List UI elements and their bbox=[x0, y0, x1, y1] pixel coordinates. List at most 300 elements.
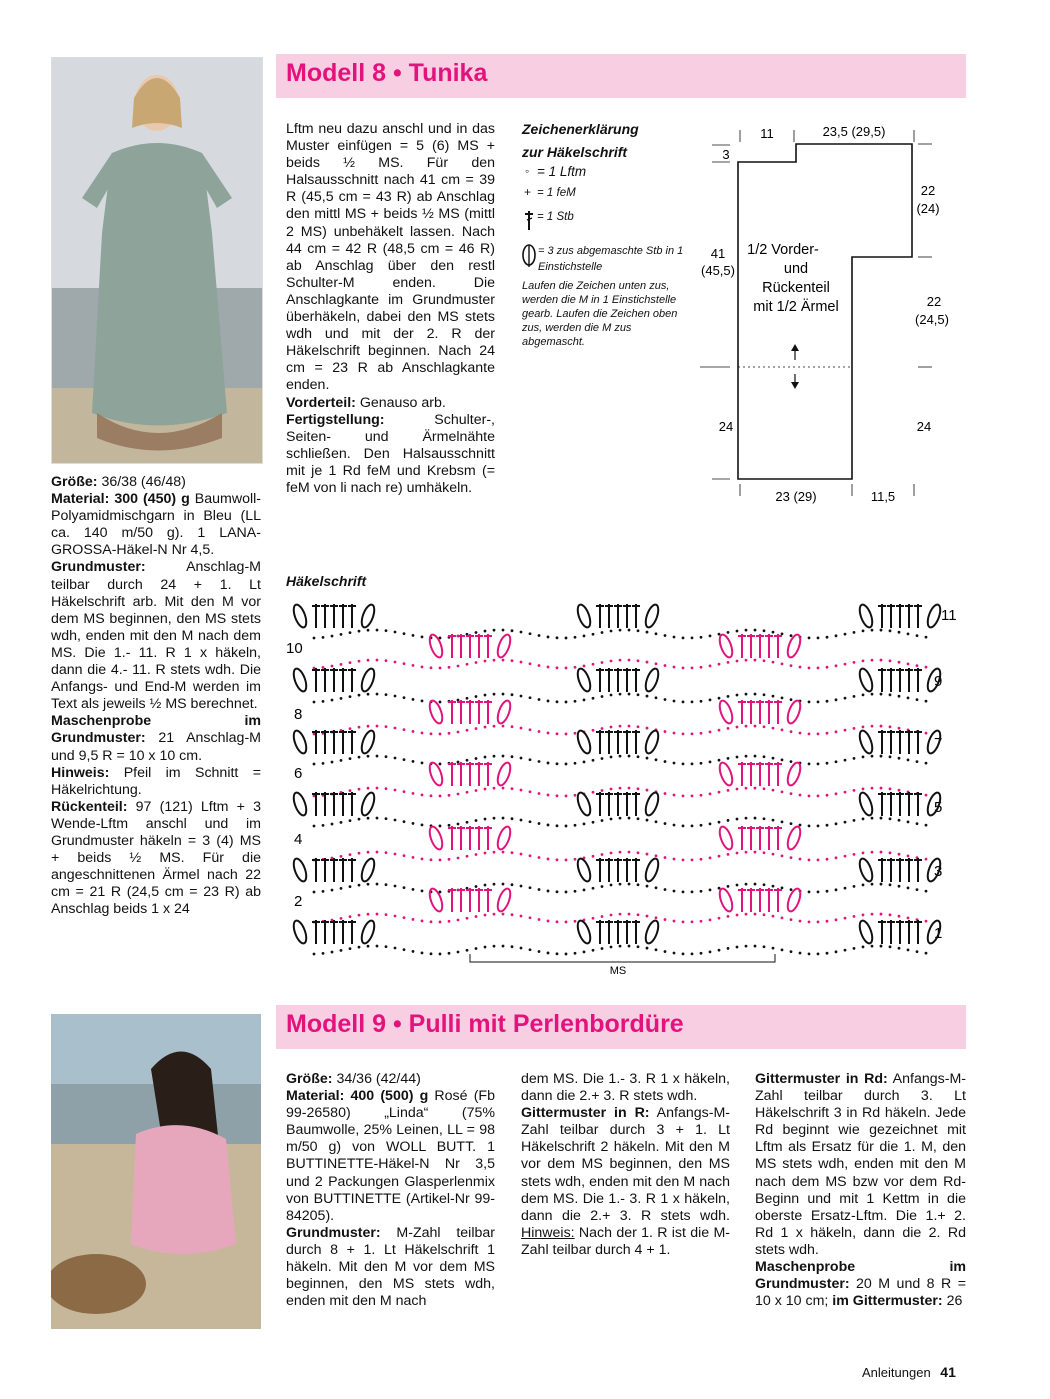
chain-mark bbox=[619, 883, 622, 886]
chain-mark bbox=[358, 818, 361, 821]
chain-mark bbox=[745, 913, 748, 916]
chain-mark bbox=[466, 697, 469, 700]
chain-mark bbox=[646, 757, 649, 760]
chain-mark bbox=[691, 701, 694, 704]
chain-mark bbox=[385, 913, 388, 916]
chain-mark bbox=[817, 733, 820, 736]
chain-mark bbox=[592, 821, 595, 824]
chain-mark bbox=[898, 727, 901, 730]
chain-mark bbox=[520, 819, 523, 822]
chain-mark bbox=[610, 660, 613, 663]
chain-mark bbox=[601, 853, 604, 856]
chain-mark bbox=[844, 791, 847, 794]
chain-mark bbox=[466, 791, 469, 794]
chain-mark bbox=[745, 883, 748, 886]
chain-mark bbox=[583, 951, 586, 954]
chain-mark bbox=[340, 855, 343, 858]
chain-mark bbox=[601, 819, 604, 822]
cluster-mark bbox=[643, 729, 661, 755]
chain-mark bbox=[412, 950, 415, 953]
chain-mark bbox=[367, 913, 370, 916]
chain-mark bbox=[340, 887, 343, 890]
text-paragraph: Lftm neu dazu anschl und in das Muster einfügen = 5 (6) MS + beids ½ MS. Für den Halsausschnitt nach 41 cm = 39 R (45,5 cm = 43 R) ab Anschlag den mittl MS + beids ½ MS (mittl 2 MS) unbehäkelt lassen. Nach 44 cm = 42 R (48,5 cm = 46 R) ab Anschlag über den restl Schulter-M enden. Die Anschlagkante im Grundmuster überhäkeln, dabei den MS stets wdh und mit der 2. R der Häkelschrift beginnen. Nach 24 cm = 23 R ab Anschlagkante enden. bbox=[286, 121, 495, 394]
chain-mark bbox=[358, 852, 361, 855]
chain-mark bbox=[835, 856, 838, 859]
chain-mark bbox=[700, 794, 703, 797]
chain-mark bbox=[691, 733, 694, 736]
chain-mark bbox=[925, 700, 928, 703]
text-paragraph: Gittermuster in R: Anfangs-M-Zahl teilbar durch 3 + 1. Lt Häkelschrift 2 häkeln. Mit den M vor dem MS beginnen, den MS stets wdh, enden mit den M nach dem MS. Die 1.- 3. R 1 x häkeln, dann die 2.+ 3. R stets wdh. Hinweis: Nach der 1. R ist die M-Zahl teilbar durch 4 + 1. bbox=[521, 1105, 730, 1258]
chain-mark bbox=[754, 817, 757, 820]
chain-mark bbox=[322, 890, 325, 893]
chain-mark bbox=[349, 757, 352, 760]
chain-mark bbox=[718, 729, 721, 732]
chain-mark bbox=[682, 732, 685, 735]
chain-mark bbox=[871, 913, 874, 916]
chain-mark bbox=[484, 946, 487, 949]
chain-mark bbox=[421, 858, 424, 861]
chain-mark bbox=[727, 947, 730, 950]
chain-mark bbox=[862, 726, 865, 729]
chain-mark bbox=[412, 664, 415, 667]
chain-mark bbox=[556, 732, 559, 735]
chain-mark bbox=[682, 666, 685, 669]
text-paragraph: Material: 400 (500) g Rosé (Fb 99-26580) „Linda“ (75% Baumwolle, 25% Leinen, LL = 98 m/50 g) von WOLL BUTT. 1 BUTTINETTE-Häkel-N Nr 3,5 und 2 Packungen Glasperlenmix von BUTTINETTE (Artikel-Nr 99-84205). bbox=[286, 1088, 495, 1224]
chain-mark bbox=[925, 920, 928, 923]
chain-mark bbox=[799, 666, 802, 669]
chain-mark bbox=[502, 945, 505, 948]
chain-mark bbox=[349, 631, 352, 634]
chain-mark bbox=[637, 659, 640, 662]
chain-mark bbox=[322, 762, 325, 765]
chain-mark bbox=[511, 851, 514, 854]
chain-mark bbox=[322, 824, 325, 827]
chain-mark bbox=[601, 661, 604, 664]
chain-mark bbox=[493, 787, 496, 790]
chain-mark bbox=[637, 817, 640, 820]
chain-mark bbox=[853, 853, 856, 856]
chain-mark bbox=[628, 693, 631, 696]
chain-mark bbox=[610, 756, 613, 759]
row-number: 1 bbox=[934, 925, 943, 942]
chain-mark bbox=[403, 696, 406, 699]
chain-mark bbox=[574, 858, 577, 861]
chain-mark bbox=[565, 667, 568, 670]
chain-mark bbox=[538, 664, 541, 667]
chain-mark bbox=[592, 791, 595, 794]
chain-mark bbox=[772, 727, 775, 730]
chain-mark bbox=[682, 700, 685, 703]
chain-mark bbox=[880, 693, 883, 696]
chain-mark bbox=[412, 792, 415, 795]
chain-mark bbox=[700, 952, 703, 955]
cluster-mark bbox=[495, 825, 513, 851]
chain-mark bbox=[349, 819, 352, 822]
chain-mark bbox=[619, 629, 622, 632]
chain-mark bbox=[529, 632, 532, 635]
chain-mark bbox=[916, 950, 919, 953]
chain-mark bbox=[844, 729, 847, 732]
chain-mark bbox=[628, 629, 631, 632]
dim-left-upper: 41 bbox=[710, 246, 726, 261]
chain-mark bbox=[871, 883, 874, 886]
chain-mark bbox=[466, 759, 469, 762]
chain-mark bbox=[727, 661, 730, 664]
chain-mark bbox=[880, 787, 883, 790]
chain-mark bbox=[709, 918, 712, 921]
chain-mark bbox=[736, 788, 739, 791]
chain-mark bbox=[754, 659, 757, 662]
chain-mark bbox=[322, 636, 325, 639]
chain-mark bbox=[844, 697, 847, 700]
chain-mark bbox=[727, 727, 730, 730]
chain-mark bbox=[583, 699, 586, 702]
chain-mark bbox=[574, 920, 577, 923]
text-paragraph: Fertigstellung: Schulter-, Seiten- und Ärmelnähte schließen. Den Halsausschnitt mit je 1 Rd feM und Krebsm (= feM von li nach re) umhäkeln. bbox=[286, 411, 495, 496]
chain-mark bbox=[421, 666, 424, 669]
chain-mark bbox=[637, 787, 640, 790]
chain-mark bbox=[565, 637, 568, 640]
chain-mark bbox=[799, 858, 802, 861]
chain-mark bbox=[817, 891, 820, 894]
chain-mark bbox=[646, 695, 649, 698]
chain-mark bbox=[844, 633, 847, 636]
chain-mark bbox=[538, 698, 541, 701]
chain-mark bbox=[511, 693, 514, 696]
chain-mark bbox=[745, 693, 748, 696]
chain-mark bbox=[385, 787, 388, 790]
chain-mark bbox=[682, 794, 685, 797]
chain-mark bbox=[736, 818, 739, 821]
cluster-mark bbox=[291, 603, 309, 629]
chain-mark bbox=[682, 762, 685, 765]
chain-mark bbox=[466, 821, 469, 824]
chain-mark bbox=[709, 760, 712, 763]
chain-mark bbox=[601, 757, 604, 760]
chain-mark bbox=[907, 697, 910, 700]
cluster-mark bbox=[359, 729, 377, 755]
chain-mark bbox=[709, 950, 712, 953]
chain-mark bbox=[709, 888, 712, 891]
chain-mark bbox=[610, 852, 613, 855]
chain-mark bbox=[394, 695, 397, 698]
chain-mark bbox=[709, 664, 712, 667]
chart-title: Häkelschrift bbox=[286, 573, 367, 589]
chain-mark bbox=[403, 916, 406, 919]
chain-mark bbox=[565, 701, 568, 704]
chain-mark bbox=[592, 887, 595, 890]
chain-mark bbox=[394, 885, 397, 888]
row-number: 10 bbox=[286, 640, 303, 657]
chain-mark bbox=[799, 794, 802, 797]
chain-mark bbox=[889, 913, 892, 916]
chain-mark bbox=[430, 920, 433, 923]
chain-mark bbox=[646, 789, 649, 792]
chain-mark bbox=[763, 851, 766, 854]
chain-mark bbox=[646, 631, 649, 634]
cluster-mark bbox=[291, 919, 309, 945]
chain-mark bbox=[718, 663, 721, 666]
chain-mark bbox=[835, 634, 838, 637]
chain-mark bbox=[439, 825, 442, 828]
repeat-label: MS bbox=[609, 965, 627, 977]
chain-mark bbox=[457, 731, 460, 734]
chain-mark bbox=[772, 661, 775, 664]
chain-mark bbox=[574, 794, 577, 797]
chain-mark bbox=[925, 762, 928, 765]
chain-mark bbox=[880, 659, 883, 662]
chain-mark bbox=[493, 755, 496, 758]
chain-mark bbox=[448, 952, 451, 955]
chain-mark bbox=[385, 693, 388, 696]
chain-mark bbox=[430, 858, 433, 861]
chain-mark bbox=[790, 698, 793, 701]
chain-mark bbox=[754, 693, 757, 696]
chain-mark bbox=[547, 858, 550, 861]
chain-mark bbox=[493, 629, 496, 632]
cluster-mark bbox=[291, 667, 309, 693]
chain-mark bbox=[700, 824, 703, 827]
cluster-mark bbox=[575, 919, 593, 945]
chain-mark bbox=[547, 666, 550, 669]
chain-mark bbox=[538, 950, 541, 953]
chain-mark bbox=[763, 693, 766, 696]
chain-mark bbox=[646, 885, 649, 888]
chain-mark bbox=[718, 917, 721, 920]
chain-mark bbox=[673, 952, 676, 955]
chain-mark bbox=[736, 726, 739, 729]
chain-mark bbox=[475, 853, 478, 856]
chain-mark bbox=[403, 820, 406, 823]
chain-mark bbox=[808, 952, 811, 955]
chain-mark bbox=[844, 759, 847, 762]
chain-mark bbox=[925, 858, 928, 861]
chain-mark bbox=[790, 760, 793, 763]
chain-mark bbox=[781, 662, 784, 665]
legend-item: = 3 zus abgemaschte Stb in 1 Einstichstelle bbox=[522, 239, 687, 279]
chain-mark bbox=[601, 631, 604, 634]
cluster-mark bbox=[857, 857, 875, 883]
chain-mark bbox=[727, 695, 730, 698]
chain-mark bbox=[682, 824, 685, 827]
chain-mark bbox=[457, 761, 460, 764]
chain-mark bbox=[475, 789, 478, 792]
chain-mark bbox=[466, 663, 469, 666]
cluster-mark bbox=[857, 791, 875, 817]
chain-mark bbox=[898, 661, 901, 664]
chain-mark bbox=[619, 787, 622, 790]
text-paragraph: Gittermuster in Rd: Anfangs-M-Zahl teilbar durch 3. Lt Häkelschrift 3 in Rd häkeln. Jede Rd beginnt wie gezeichnet mit Lftm als Ersatz für die 1. M, den MS stets wdh, enden mit den M nach dem MS bzw vor dem Rd-Beginn und mit 1 Kettm in die oberste Ersatz-Lftm. Die 1.+ 2. Rd 1 x häkeln, dann die 2. Rd stets wdh. bbox=[755, 1071, 966, 1258]
chain-mark bbox=[736, 660, 739, 663]
tunika-photo-illustration bbox=[52, 58, 262, 463]
chain-mark bbox=[313, 763, 316, 766]
chain-mark bbox=[700, 890, 703, 893]
chain-mark bbox=[367, 817, 370, 820]
chain-mark bbox=[403, 790, 406, 793]
chain-mark bbox=[826, 636, 829, 639]
chain-mark bbox=[853, 695, 856, 698]
chain-mark bbox=[457, 793, 460, 796]
chain-mark bbox=[682, 858, 685, 861]
chain-mark bbox=[772, 695, 775, 698]
chain-mark bbox=[385, 629, 388, 632]
chain-mark bbox=[790, 918, 793, 921]
chain-mark bbox=[880, 629, 883, 632]
chain-mark bbox=[682, 636, 685, 639]
chain-mark bbox=[439, 921, 442, 924]
chain-mark bbox=[475, 661, 478, 664]
chain-mark bbox=[889, 945, 892, 948]
chain-mark bbox=[835, 888, 838, 891]
tunika-photo bbox=[51, 57, 263, 464]
chain-mark bbox=[637, 945, 640, 948]
chain-mark bbox=[871, 629, 874, 632]
modell-8-sidebar-text bbox=[51, 474, 261, 918]
chain-mark bbox=[349, 661, 352, 664]
chain-mark bbox=[358, 884, 361, 887]
chain-mark bbox=[871, 755, 874, 758]
chain-mark bbox=[502, 817, 505, 820]
chain-mark bbox=[916, 888, 919, 891]
chain-mark bbox=[727, 819, 730, 822]
chain-mark bbox=[709, 730, 712, 733]
garment-schematic bbox=[700, 112, 970, 512]
chain-mark bbox=[331, 889, 334, 892]
cluster-mark bbox=[643, 857, 661, 883]
chain-mark bbox=[907, 855, 910, 858]
chain-mark bbox=[826, 732, 829, 735]
chain-mark bbox=[763, 659, 766, 662]
chain-mark bbox=[664, 856, 667, 859]
chain-mark bbox=[313, 667, 316, 670]
chain-mark bbox=[340, 663, 343, 666]
chain-mark bbox=[880, 755, 883, 758]
modell-9-column-2 bbox=[521, 1071, 730, 1259]
chain-mark bbox=[853, 789, 856, 792]
chain-mark bbox=[439, 701, 442, 704]
chain-mark bbox=[367, 755, 370, 758]
chain-mark bbox=[484, 694, 487, 697]
chain-mark bbox=[565, 891, 568, 894]
chain-mark bbox=[700, 732, 703, 735]
chain-mark bbox=[808, 890, 811, 893]
chain-mark bbox=[835, 950, 838, 953]
chain-mark bbox=[664, 918, 667, 921]
chain-mark bbox=[889, 755, 892, 758]
chain-mark bbox=[718, 949, 721, 952]
chain-mark bbox=[367, 629, 370, 632]
chain-mark bbox=[340, 759, 343, 762]
chain-mark bbox=[412, 918, 415, 921]
chain-mark bbox=[853, 885, 856, 888]
chain-mark bbox=[439, 953, 442, 956]
chain-mark bbox=[817, 921, 820, 924]
text-paragraph: Material: 300 (450) g Baumwoll-Polyamidmischgarn in Bleu (LL ca. 140 m/50 g). 1 LANA-GROSSA-Häkel-N Nr 4,5. bbox=[51, 491, 261, 559]
chain-mark bbox=[853, 727, 856, 730]
chain-mark bbox=[907, 949, 910, 952]
chain-mark bbox=[565, 825, 568, 828]
chain-mark bbox=[826, 824, 829, 827]
chain-mark bbox=[358, 630, 361, 633]
cluster-mark bbox=[785, 825, 803, 851]
text-paragraph: Grundmuster: M-Zahl teilbar durch 8 + 1. Lt Häkelschrift 1 häkeln. Mit den M vor dem MS beginnen, den MS stets wdh, enden mit den M nach bbox=[286, 1224, 495, 1310]
chain-mark bbox=[430, 666, 433, 669]
chain-mark bbox=[385, 945, 388, 948]
chain-mark bbox=[565, 921, 568, 924]
chain-mark bbox=[565, 763, 568, 766]
cluster-mark bbox=[643, 667, 661, 693]
chain-mark bbox=[610, 726, 613, 729]
chain-mark bbox=[520, 853, 523, 856]
chain-mark bbox=[925, 732, 928, 735]
chain-mark bbox=[394, 819, 397, 822]
chain-mark bbox=[673, 732, 676, 735]
chain-mark bbox=[871, 725, 874, 728]
chain-mark bbox=[844, 663, 847, 666]
chain-mark bbox=[628, 659, 631, 662]
chain-mark bbox=[493, 913, 496, 916]
chain-mark bbox=[403, 854, 406, 857]
chain-mark bbox=[781, 728, 784, 731]
chain-mark bbox=[457, 823, 460, 826]
chain-mark bbox=[691, 637, 694, 640]
chain-mark bbox=[556, 700, 559, 703]
chain-mark bbox=[916, 634, 919, 637]
chain-mark bbox=[889, 693, 892, 696]
chain-mark bbox=[385, 725, 388, 728]
chain-mark bbox=[520, 789, 523, 792]
chain-mark bbox=[529, 662, 532, 665]
chain-mark bbox=[547, 762, 550, 765]
chain-mark bbox=[376, 755, 379, 758]
chain-mark bbox=[421, 732, 424, 735]
dim-neck: 3 bbox=[722, 147, 730, 162]
chain-mark bbox=[673, 700, 676, 703]
chain-mark bbox=[826, 666, 829, 669]
chain-mark bbox=[403, 886, 406, 889]
chain-mark bbox=[835, 698, 838, 701]
legend-title: Zeichenerklärung bbox=[522, 121, 639, 137]
cluster-mark bbox=[495, 633, 513, 659]
schematic-label-2: und bbox=[783, 261, 809, 277]
chain-mark bbox=[844, 949, 847, 952]
chain-mark bbox=[907, 821, 910, 824]
chain-mark bbox=[493, 693, 496, 696]
chain-mark bbox=[664, 760, 667, 763]
chain-mark bbox=[484, 852, 487, 855]
chain-mark bbox=[484, 660, 487, 663]
chain-mark bbox=[772, 789, 775, 792]
chain-mark bbox=[637, 755, 640, 758]
chain-mark bbox=[871, 851, 874, 854]
cluster-mark bbox=[857, 667, 875, 693]
chain-mark bbox=[592, 729, 595, 732]
cluster-mark bbox=[575, 667, 593, 693]
modell-9-column-1 bbox=[286, 1071, 495, 1310]
cluster-mark bbox=[643, 603, 661, 629]
chain-mark bbox=[556, 636, 559, 639]
chain-mark bbox=[520, 885, 523, 888]
chain-mark bbox=[331, 951, 334, 954]
chain-mark bbox=[772, 819, 775, 822]
chain-mark bbox=[592, 949, 595, 952]
chain-mark bbox=[637, 851, 640, 854]
chain-mark bbox=[898, 947, 901, 950]
chain-mark bbox=[817, 667, 820, 670]
chain-mark bbox=[547, 890, 550, 893]
chain-mark bbox=[466, 917, 469, 920]
cluster-mark bbox=[291, 857, 309, 883]
